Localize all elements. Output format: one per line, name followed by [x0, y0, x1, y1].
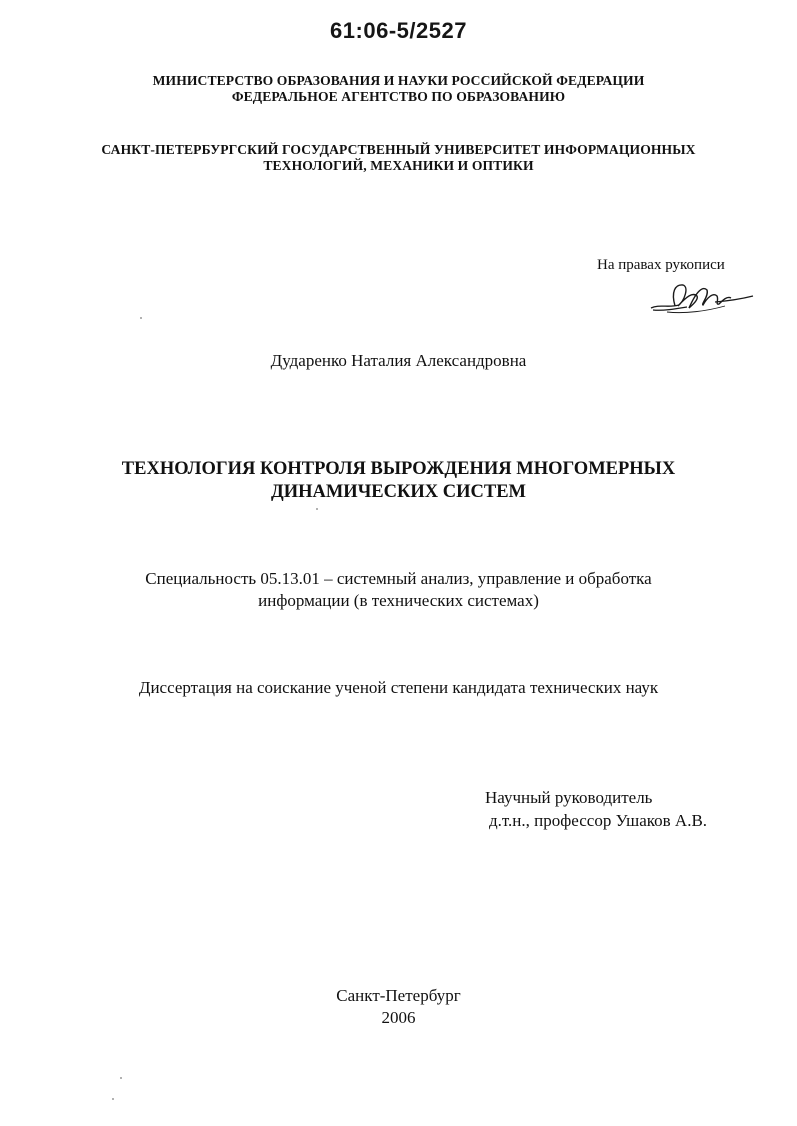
specialty-line2: информации (в технических системах)	[258, 590, 539, 610]
year: 2006	[381, 1008, 416, 1027]
university-name-line1: САНКТ-ПЕТЕРБУРГСКИЙ ГОСУДАРСТВЕННЫЙ УНИВЕРСИТЕТ ИНФОРМАЦИОННЫХ	[101, 142, 696, 157]
scientific-advisor	[485, 786, 707, 832]
scan-speck	[120, 1077, 122, 1079]
advisor-role: Научный руководитель	[485, 788, 653, 807]
author-name: Дударенко Наталия Александровна	[270, 351, 527, 370]
manuscript-note: На правах рукописи	[597, 257, 725, 273]
specialty-line1: Специальность 05.13.01 – системный анализ, управление и обработка	[145, 569, 652, 588]
city: Санкт-Петербург	[336, 986, 461, 1005]
specialty	[0, 568, 797, 611]
archive-stamp-number: 61:06-5/2527	[330, 18, 467, 43]
university-header	[0, 142, 797, 174]
advisor-name: д.т.н., профессор Ушаков А.В.	[489, 811, 708, 830]
ministry-name: МИНИСТЕРСТВО ОБРАЗОВАНИЯ И НАУКИ РОССИЙСКОЙ ФЕДЕРАЦИИ	[152, 73, 645, 88]
agency-name: ФЕДЕРАЛЬНОЕ АГЕНТСТВО ПО ОБРАЗОВАНИЮ	[231, 89, 566, 104]
ministry-header	[0, 73, 797, 105]
title-line2: ДИНАМИЧЕСКИХ СИСТЕМ	[270, 482, 527, 502]
degree-statement: Диссертация на соискание ученой степени кандидата технических наук	[138, 678, 659, 697]
scan-speck	[316, 508, 318, 510]
handwritten-signature	[645, 278, 757, 320]
place-and-year	[0, 985, 797, 1029]
scan-speck	[140, 317, 142, 319]
university-name-line2: ТЕХНОЛОГИЙ, МЕХАНИКИ И ОПТИКИ	[263, 158, 534, 173]
dissertation-title	[0, 458, 797, 504]
title-line1: ТЕХНОЛОГИЯ КОНТРОЛЯ ВЫРОЖДЕНИЯ МНОГОМЕРНЫХ	[121, 459, 676, 479]
scan-speck	[112, 1098, 114, 1100]
